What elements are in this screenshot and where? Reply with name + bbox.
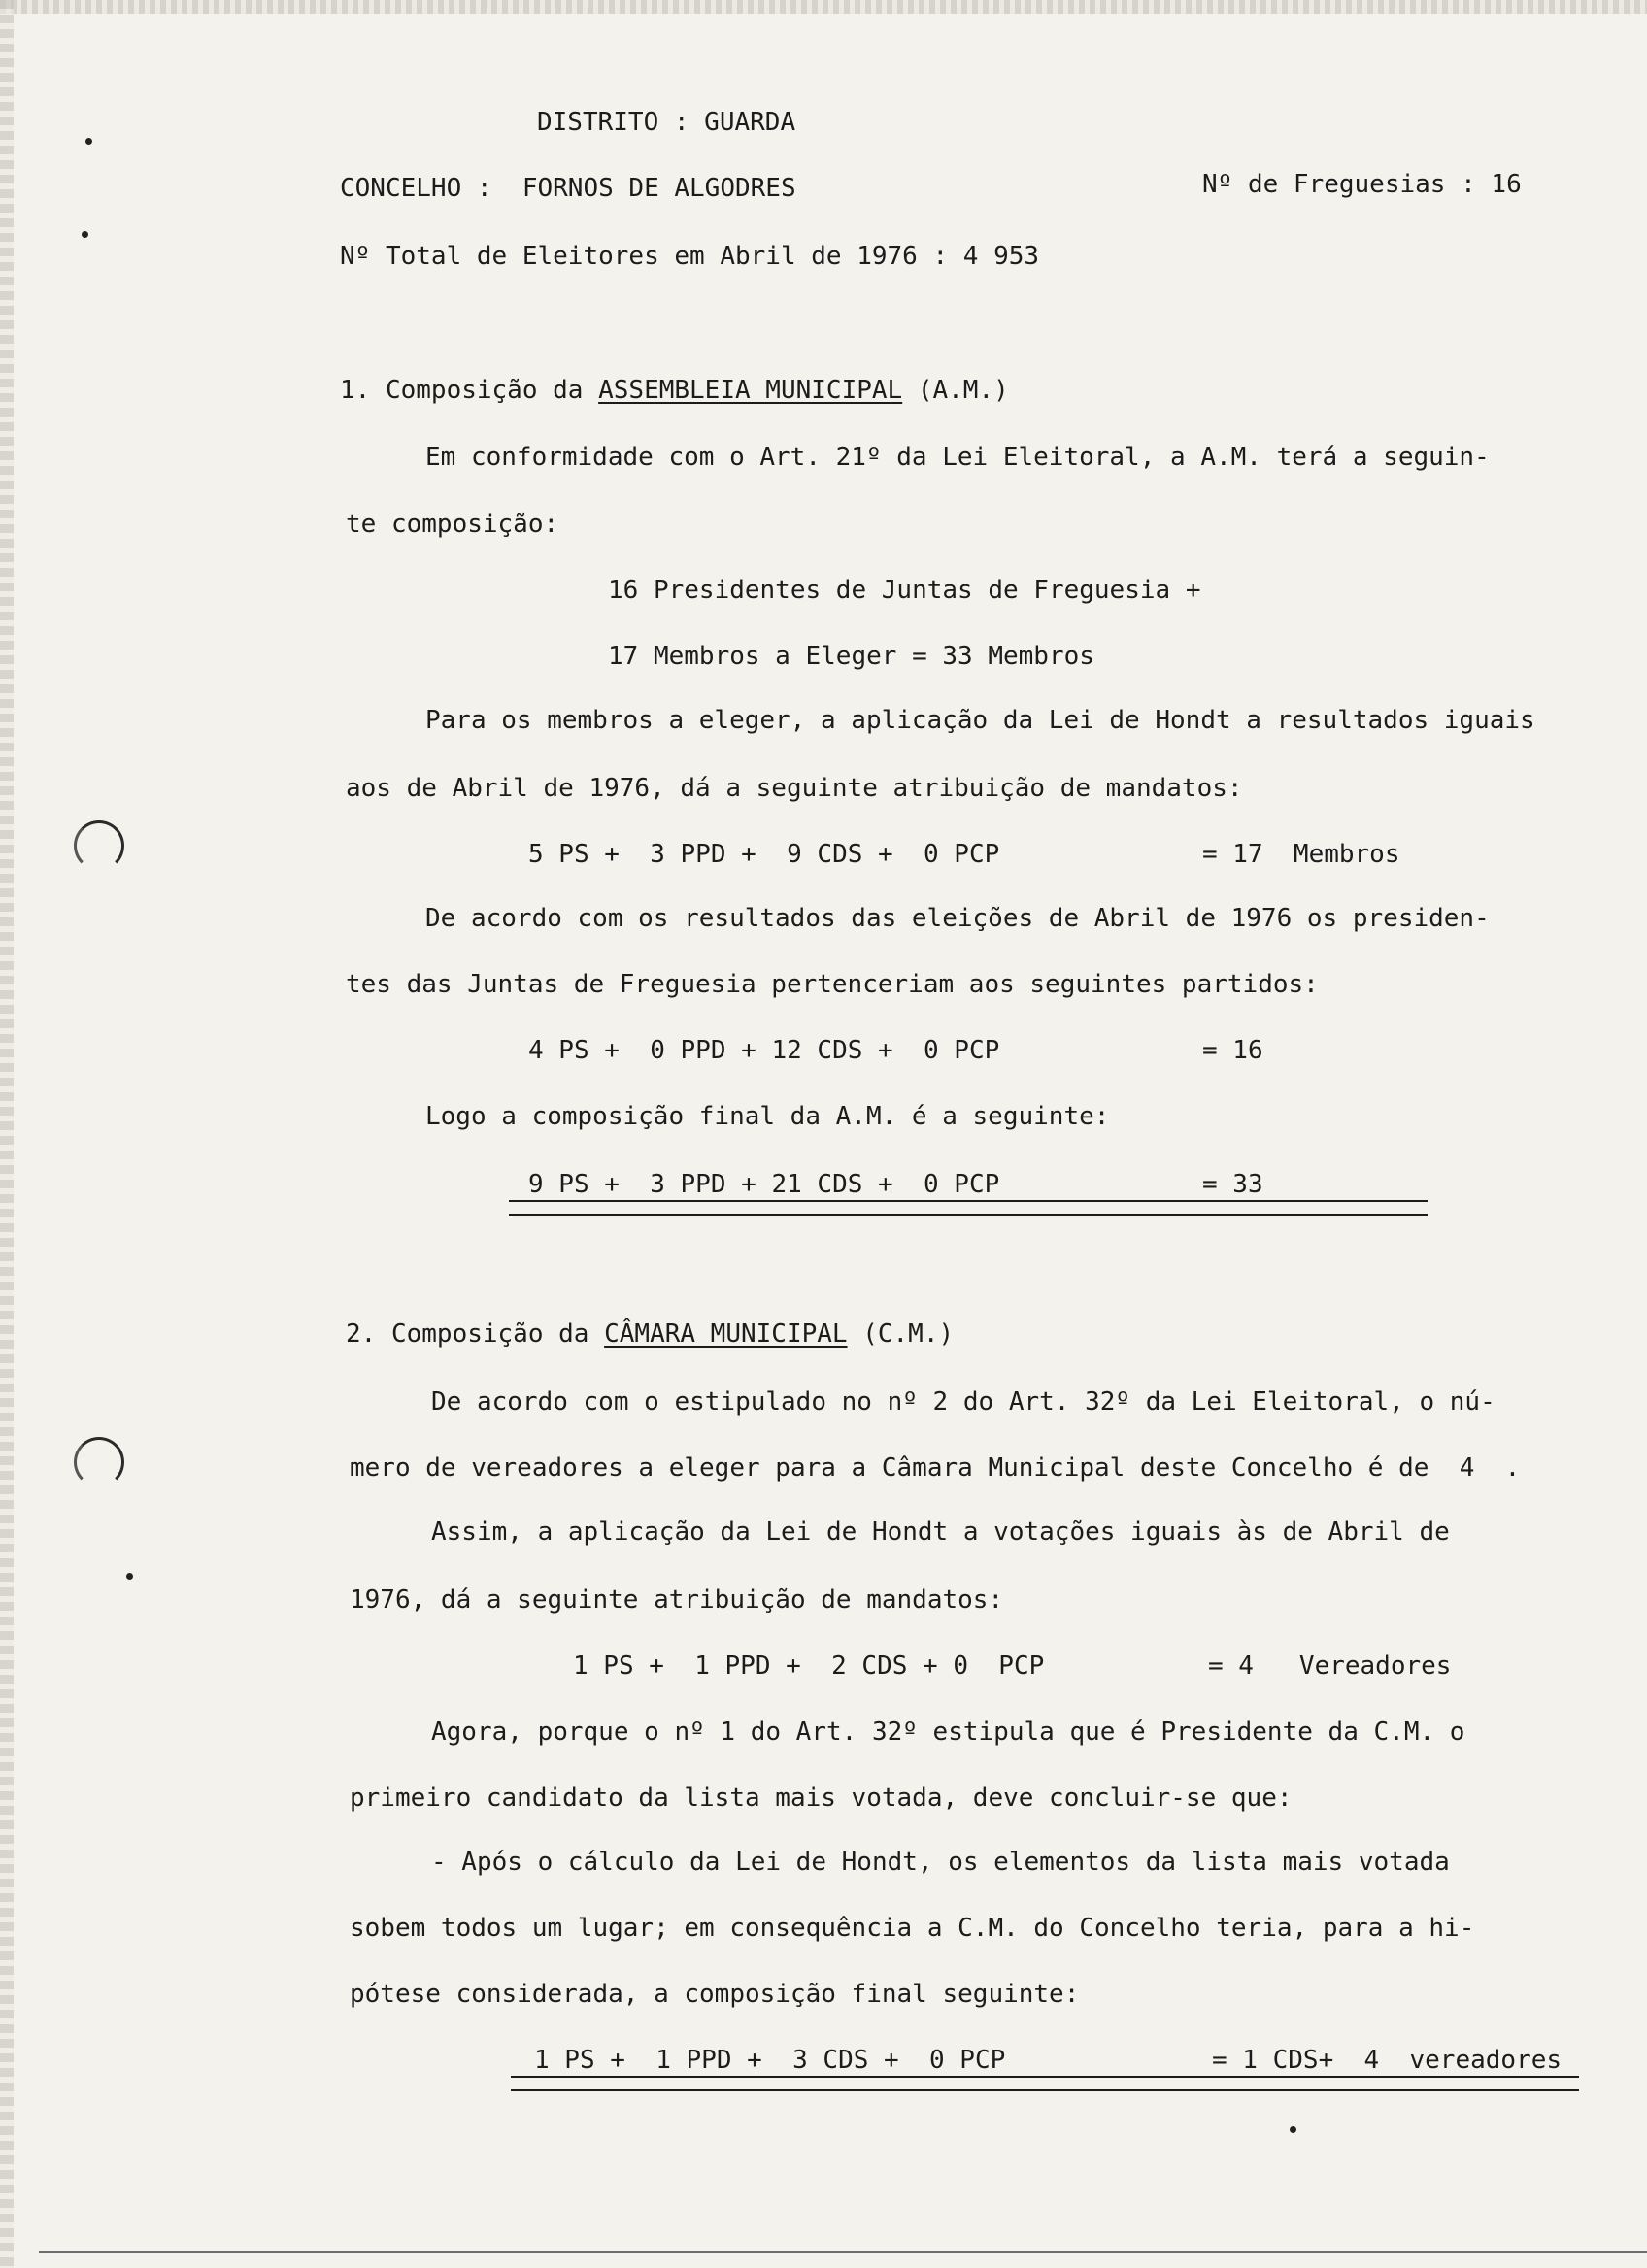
- scan-speck: [82, 231, 88, 238]
- councillors-total: = 4 Vereadores: [1208, 1651, 1452, 1681]
- underline-rule: [509, 1214, 1428, 1216]
- concelho-line: CONCELHO : FORNOS DE ALGODRES: [340, 174, 796, 203]
- section1-heading-suffix: (A.M.): [902, 376, 1009, 405]
- section2-paragraph: - Após o cálculo da Lei de Hondt, os elementos da lista mais votada: [431, 1848, 1450, 1877]
- section1-paragraph: Em conformidade com o Art. 21º da Lei Eleitoral, a A.M. terá a seguin-: [425, 443, 1490, 472]
- scan-top-edge: [0, 0, 1647, 14]
- final-cm-equation: 1 PS + 1 PPD + 3 CDS + 0 PCP: [534, 2046, 1006, 2075]
- underline-rule: [509, 1200, 1428, 1202]
- underline-rule: [511, 2076, 1579, 2078]
- punch-hole: [74, 1437, 124, 1487]
- distrito-line: DISTRITO : GUARDA: [537, 108, 796, 137]
- section2-paragraph: primeiro candidato da lista mais votada, deve concluir-se que:: [350, 1784, 1293, 1813]
- scan-left-edge: [0, 0, 14, 2268]
- section2-paragraph: mero de vereadores a eleger para a Câmara Municipal deste Concelho é de 4 .: [350, 1453, 1521, 1483]
- section1-heading: [340, 375, 1009, 406]
- section1-heading-underlined: ASSEMBLEIA MUNICIPAL: [598, 376, 903, 405]
- section2-paragraph: Assim, a aplicação da Lei de Hondt a votações iguais às de Abril de: [431, 1518, 1450, 1547]
- composition-line: 16 Presidentes de Juntas de Freguesia +: [608, 576, 1201, 605]
- section1-paragraph: aos de Abril de 1976, dá a seguinte atribuição de mandatos:: [346, 774, 1243, 803]
- composition-line: 17 Membros a Eleger = 33 Membros: [608, 642, 1094, 671]
- section2-paragraph: 1976, dá a seguinte atribuição de mandatos:: [350, 1585, 1004, 1615]
- section2-heading-underlined: CÂMARA MUNICIPAL: [604, 1319, 848, 1349]
- section1-paragraph: De acordo com os resultados das eleições de Abril de 1976 os presiden-: [425, 904, 1490, 933]
- scan-speck: [1290, 2126, 1296, 2133]
- section2-heading-prefix: 2. Composição da: [346, 1319, 605, 1349]
- underline-rule: [511, 2089, 1579, 2091]
- section1-heading-prefix: 1. Composição da: [340, 376, 599, 405]
- section2-paragraph: pótese considerada, a composição final seguinte:: [350, 1980, 1080, 2009]
- freguesias-count: Nº de Freguesias : 16: [1202, 170, 1522, 199]
- final-cm-total: = 1 CDS+ 4 vereadores: [1212, 2046, 1563, 2075]
- councillors-equation: 1 PS + 1 PPD + 2 CDS + 0 PCP: [573, 1651, 1045, 1681]
- section1-paragraph: te composição:: [346, 510, 559, 539]
- section1-paragraph: tes das Juntas de Freguesia pertenceriam aos seguintes partidos:: [346, 970, 1319, 999]
- section1-paragraph: Logo a composição final da A.M. é a seguinte:: [425, 1102, 1110, 1131]
- section2-paragraph: sobem todos um lugar; em consequência a C.M. do Concelho teria, para a hi-: [350, 1914, 1475, 1943]
- section2-paragraph: Agora, porque o nº 1 do Art. 32º estipula que é Presidente da C.M. o: [431, 1718, 1465, 1747]
- mandates-total: = 17 Membros: [1202, 840, 1400, 869]
- scan-speck: [126, 1573, 133, 1580]
- punch-hole: [74, 820, 124, 871]
- presidents-total: = 16: [1202, 1036, 1263, 1065]
- scan-bottom-edge: [39, 2251, 1647, 2253]
- final-am-total: = 33: [1202, 1170, 1263, 1199]
- total-electors-line: Nº Total de Eleitores em Abril de 1976 : 4 953: [340, 242, 1040, 271]
- section2-heading-suffix: (C.M.): [847, 1319, 955, 1349]
- section1-paragraph: Para os membros a eleger, a aplicação da Lei de Hondt a resultados iguais: [425, 706, 1535, 735]
- section2-paragraph: De acordo com o estipulado no nº 2 do Art. 32º da Lei Eleitoral, o nú-: [431, 1387, 1496, 1417]
- mandates-equation: 5 PS + 3 PPD + 9 CDS + 0 PCP: [528, 840, 1000, 869]
- scan-speck: [85, 138, 92, 145]
- presidents-equation: 4 PS + 0 PPD + 12 CDS + 0 PCP: [528, 1036, 1000, 1065]
- final-am-equation: 9 PS + 3 PPD + 21 CDS + 0 PCP: [528, 1170, 1000, 1199]
- section2-heading: [346, 1318, 954, 1350]
